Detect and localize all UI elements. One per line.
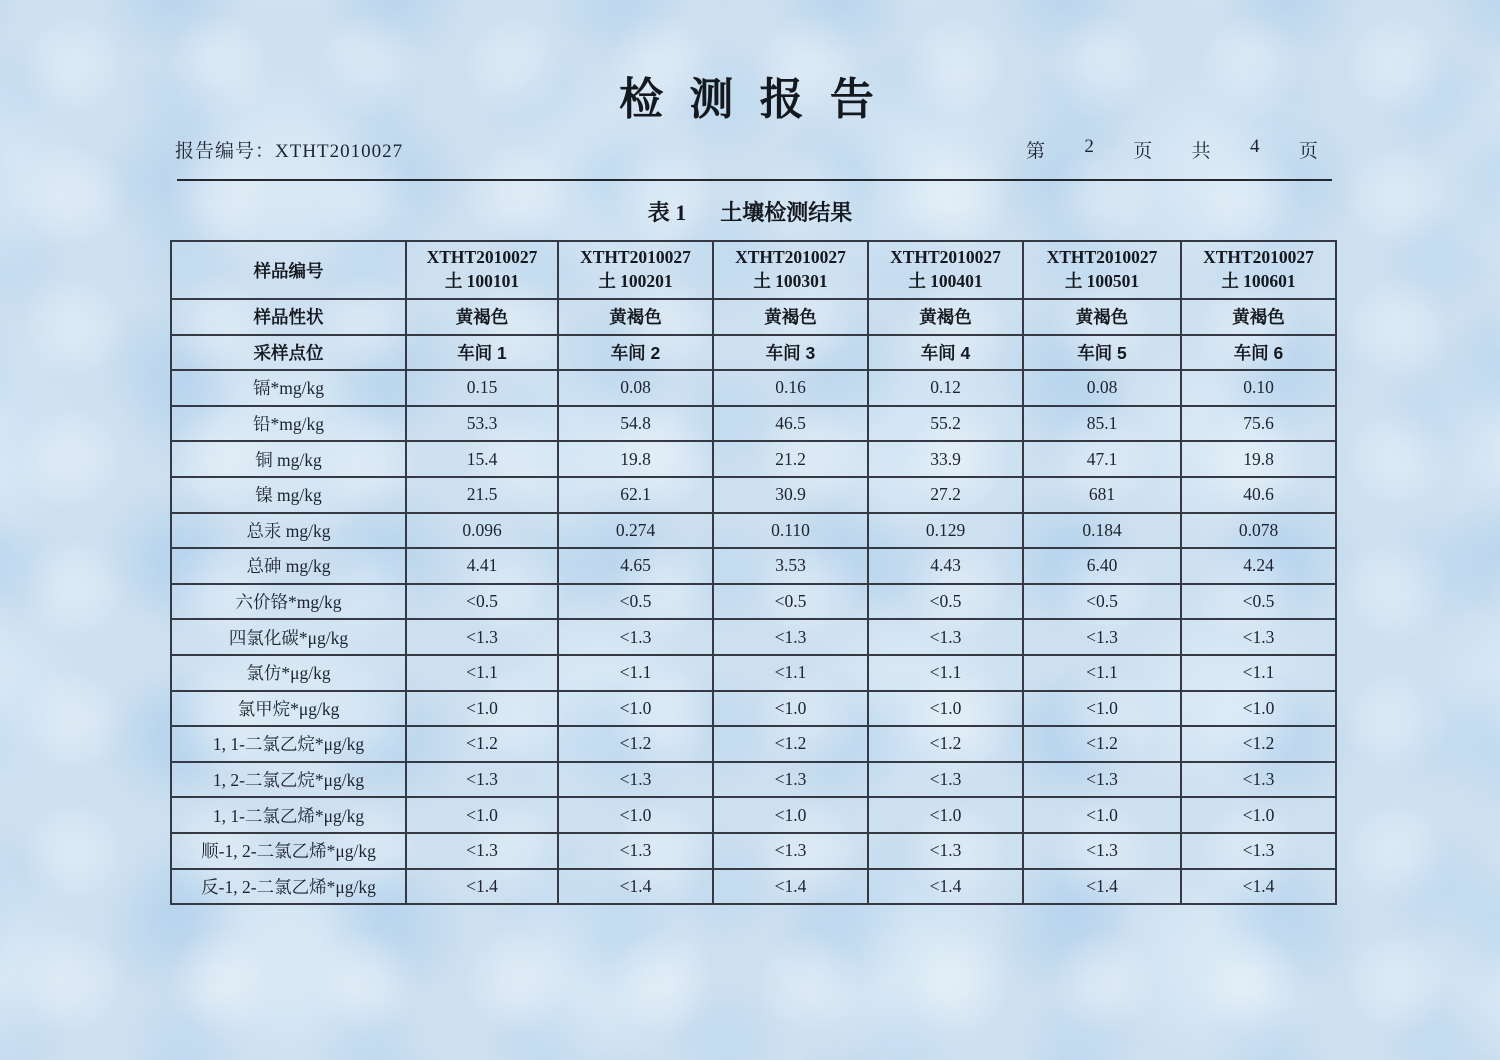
value-cell: <1.1 [713, 655, 868, 691]
value-cell: <1.4 [406, 869, 558, 905]
table-row [171, 619, 1336, 655]
value-cell: <1.3 [558, 619, 713, 655]
sample-header-cell [713, 241, 868, 299]
results-table [170, 240, 1337, 905]
value-cell: 黄褐色 [1023, 299, 1181, 335]
value-cell: 681 [1023, 477, 1181, 513]
value-cell: 车间 2 [558, 335, 713, 371]
value-cell: 0.16 [713, 370, 868, 406]
value-cell: <1.3 [713, 619, 868, 655]
value-cell: 0.08 [558, 370, 713, 406]
row-label: 1, 1-二氯乙烷*μg/kg [171, 726, 406, 762]
row-label: 反-1, 2-二氯乙烯*μg/kg [171, 869, 406, 905]
sample-header-cell [1181, 241, 1336, 299]
value-cell: <1.4 [1023, 869, 1181, 905]
value-cell: <1.0 [558, 797, 713, 833]
value-cell: <1.4 [713, 869, 868, 905]
value-cell: <1.3 [868, 762, 1023, 798]
value-cell: <1.0 [1023, 691, 1181, 727]
sample-header-cell [558, 241, 713, 299]
sample-sub-code: 土 100401 [908, 271, 983, 291]
table-row [171, 441, 1336, 477]
value-cell: <0.5 [558, 584, 713, 620]
results-table-body [171, 241, 1336, 904]
value-cell: <1.0 [868, 797, 1023, 833]
row-label: 铅*mg/kg [171, 406, 406, 442]
value-cell: <1.1 [1181, 655, 1336, 691]
value-cell: 54.8 [558, 406, 713, 442]
table-header-row [171, 241, 1336, 299]
value-cell: <1.3 [868, 833, 1023, 869]
page-total: 4 [1250, 136, 1260, 157]
sample-code: XTHT2010027 [1203, 247, 1314, 268]
page-word-di: 第 [1026, 141, 1046, 162]
value-cell: <1.3 [713, 762, 868, 798]
value-cell: 85.1 [1023, 406, 1181, 442]
value-cell: 黄褐色 [558, 299, 713, 335]
value-cell: 黄褐色 [1181, 299, 1336, 335]
table-row [171, 691, 1336, 727]
value-cell: <1.2 [713, 726, 868, 762]
page-word-gong: 共 [1191, 141, 1211, 162]
meta-row [175, 136, 1318, 163]
value-cell: <1.0 [713, 797, 868, 833]
value-cell: <1.2 [868, 726, 1023, 762]
value-cell: <1.0 [713, 691, 868, 727]
value-cell: <1.2 [1181, 726, 1336, 762]
value-cell: 62.1 [558, 477, 713, 513]
value-cell: 4.24 [1181, 548, 1336, 584]
value-cell: <1.0 [406, 797, 558, 833]
value-cell: <0.5 [406, 584, 558, 620]
value-cell: <0.5 [868, 584, 1023, 620]
page-word-ye2: 页 [1298, 141, 1318, 162]
value-cell: <1.0 [1023, 797, 1181, 833]
sample-code: XTHT2010027 [426, 247, 538, 268]
value-cell: <0.5 [1181, 584, 1336, 620]
value-cell: 车间 3 [713, 335, 868, 371]
value-cell: 0.129 [868, 513, 1023, 549]
value-cell: 40.6 [1181, 477, 1336, 513]
value-cell: 黄褐色 [713, 299, 868, 335]
value-cell: <1.4 [558, 869, 713, 905]
value-cell: <1.3 [558, 833, 713, 869]
row-label: 总汞 mg/kg [171, 513, 406, 549]
value-cell: <1.3 [406, 833, 558, 869]
table-caption-text: 土壤检测结果 [720, 200, 853, 225]
value-cell: <1.1 [406, 655, 558, 691]
sample-sub-code: 土 100201 [598, 271, 673, 291]
table-row [171, 833, 1336, 869]
table-row [171, 370, 1336, 406]
value-cell: <1.3 [1181, 619, 1336, 655]
page-word-ye1: 页 [1133, 141, 1153, 162]
row-label: 1, 1-二氯乙烯*μg/kg [171, 797, 406, 833]
table-caption-number: 表 1 [647, 200, 687, 225]
row-label: 总砷 mg/kg [171, 548, 406, 584]
row-label: 四氯化碳*μg/kg [171, 619, 406, 655]
row-label: 样品性状 [171, 299, 406, 335]
value-cell: <1.3 [1023, 762, 1181, 798]
value-cell: 53.3 [406, 406, 558, 442]
value-cell: 车间 4 [868, 335, 1023, 371]
table-row [171, 584, 1336, 620]
value-cell: <1.2 [558, 726, 713, 762]
value-cell: 0.184 [1023, 513, 1181, 549]
page-indicator [1026, 136, 1318, 163]
value-cell: 6.40 [1023, 548, 1181, 584]
value-cell: <1.0 [406, 691, 558, 727]
table-row [171, 726, 1336, 762]
value-cell: <1.0 [1181, 797, 1336, 833]
value-cell: 0.12 [868, 370, 1023, 406]
row-label: 铜 mg/kg [171, 441, 406, 477]
row-label: 氯仿*μg/kg [171, 655, 406, 691]
page-current: 2 [1084, 136, 1094, 157]
value-cell: 0.10 [1181, 370, 1336, 406]
value-cell: <0.5 [713, 584, 868, 620]
corner-header-cell: 样品编号 [171, 241, 406, 299]
value-cell: <1.0 [868, 691, 1023, 727]
value-cell: 21.2 [713, 441, 868, 477]
report-title: 检 测 报 告 [619, 75, 881, 124]
value-cell: <1.3 [1023, 619, 1181, 655]
value-cell: 车间 5 [1023, 335, 1181, 371]
value-cell: <1.3 [713, 833, 868, 869]
table-row [171, 335, 1336, 371]
table-row [171, 513, 1336, 549]
value-cell: 75.6 [1181, 406, 1336, 442]
value-cell: <1.4 [1181, 869, 1336, 905]
sample-sub-code: 土 100501 [1064, 271, 1140, 291]
sample-header-cell [868, 241, 1023, 299]
table-row [171, 655, 1336, 691]
value-cell: 19.8 [558, 441, 713, 477]
sample-code: XTHT2010027 [735, 247, 846, 268]
value-cell: <1.4 [868, 869, 1023, 905]
row-label: 氯甲烷*μg/kg [171, 691, 406, 727]
value-cell: 0.110 [713, 513, 868, 549]
sample-code: XTHT2010027 [580, 247, 691, 268]
row-label: 镍 mg/kg [171, 477, 406, 513]
value-cell: <0.5 [1023, 584, 1181, 620]
sample-header-cell [1023, 241, 1181, 299]
value-cell: 3.53 [713, 548, 868, 584]
sample-sub-code: 土 100101 [444, 271, 520, 291]
row-label: 镉*mg/kg [171, 370, 406, 406]
value-cell: <1.3 [406, 619, 558, 655]
sample-sub-code: 土 100601 [1221, 271, 1296, 291]
sample-code: XTHT2010027 [890, 247, 1001, 268]
table-row [171, 406, 1336, 442]
value-cell: 19.8 [1181, 441, 1336, 477]
value-cell: <1.3 [1181, 833, 1336, 869]
value-cell: 车间 1 [406, 335, 558, 371]
value-cell: <1.1 [1023, 655, 1181, 691]
table-row [171, 762, 1336, 798]
table-caption [0, 196, 1500, 227]
table-row [171, 797, 1336, 833]
row-label: 顺-1, 2-二氯乙烯*μg/kg [171, 833, 406, 869]
table-row [171, 869, 1336, 905]
value-cell: 黄褐色 [406, 299, 558, 335]
value-cell: <1.0 [1181, 691, 1336, 727]
value-cell: <1.0 [558, 691, 713, 727]
value-cell: 15.4 [406, 441, 558, 477]
value-cell: 4.65 [558, 548, 713, 584]
value-cell: 30.9 [713, 477, 868, 513]
value-cell: <1.1 [558, 655, 713, 691]
value-cell: <1.3 [1023, 833, 1181, 869]
value-cell: 46.5 [713, 406, 868, 442]
sample-sub-code: 土 100301 [753, 271, 828, 291]
value-cell: 27.2 [868, 477, 1023, 513]
value-cell: <1.2 [1023, 726, 1181, 762]
value-cell: <1.3 [1181, 762, 1336, 798]
value-cell: 0.15 [406, 370, 558, 406]
value-cell: 4.43 [868, 548, 1023, 584]
value-cell: <1.1 [868, 655, 1023, 691]
value-cell: 55.2 [868, 406, 1023, 442]
row-label: 1, 2-二氯乙烷*μg/kg [171, 762, 406, 798]
value-cell: 0.274 [558, 513, 713, 549]
value-cell: 0.078 [1181, 513, 1336, 549]
header-divider-line [177, 179, 1332, 181]
sample-code: XTHT2010027 [1046, 247, 1158, 268]
value-cell: <1.2 [406, 726, 558, 762]
value-cell: 黄褐色 [868, 299, 1023, 335]
value-cell: 33.9 [868, 441, 1023, 477]
value-cell: 0.096 [406, 513, 558, 549]
value-cell: 4.41 [406, 548, 558, 584]
value-cell: 21.5 [406, 477, 558, 513]
table-row [171, 299, 1336, 335]
table-row [171, 548, 1336, 584]
value-cell: <1.3 [868, 619, 1023, 655]
value-cell: <1.3 [558, 762, 713, 798]
value-cell: 47.1 [1023, 441, 1181, 477]
table-row [171, 477, 1336, 513]
row-label: 六价铬*mg/kg [171, 584, 406, 620]
sample-header-cell [406, 241, 558, 299]
row-label: 采样点位 [171, 335, 406, 371]
value-cell: 0.08 [1023, 370, 1181, 406]
value-cell: 车间 6 [1181, 335, 1336, 371]
value-cell: <1.3 [406, 762, 558, 798]
report-number: 报告编号：XTHT2010027 [175, 141, 404, 162]
